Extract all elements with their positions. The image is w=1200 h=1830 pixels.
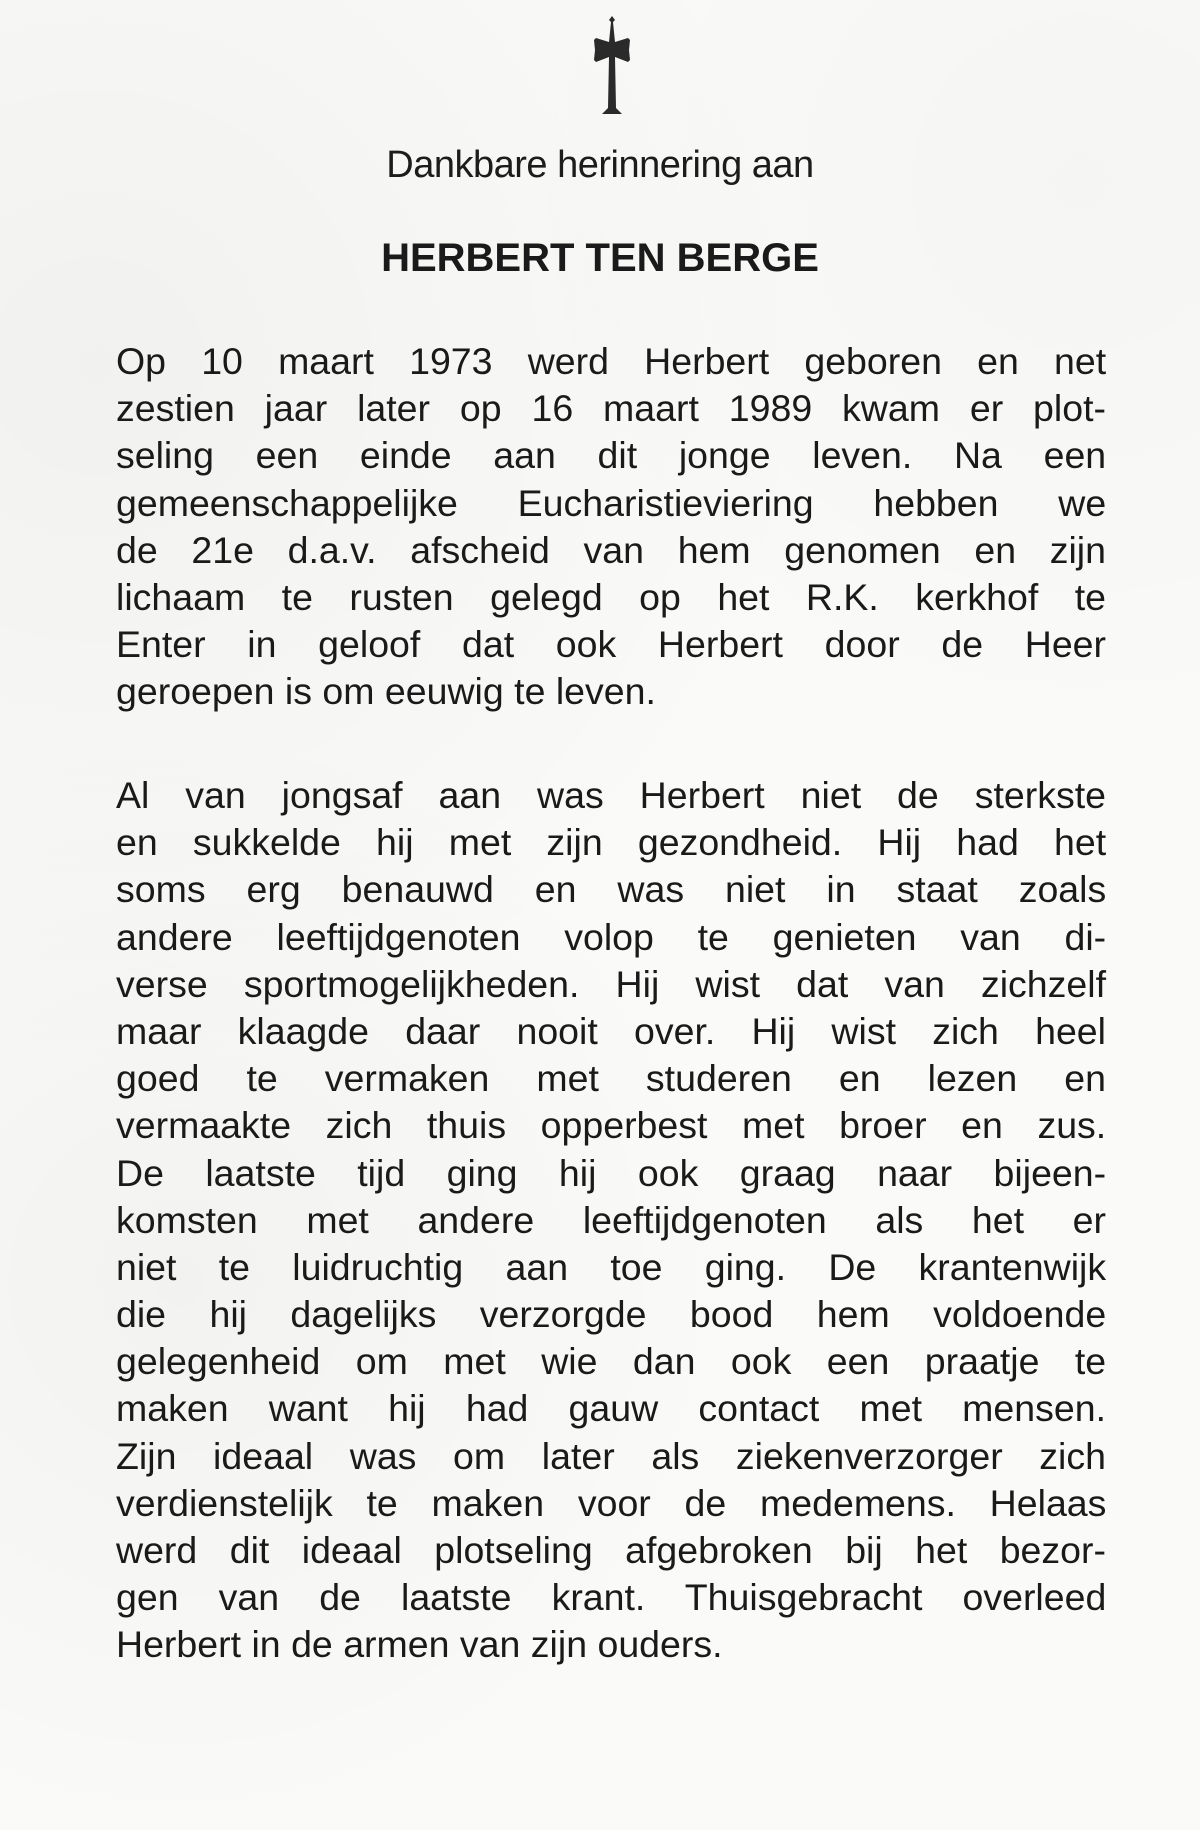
paragraph-birth-death (116, 338, 1106, 716)
text-line: seling een einde aan dit jonge leven. Na een (116, 434, 1107, 477)
text-line: de 21e d.a.v. afscheid van hem genomen en zijn (116, 528, 1106, 571)
text-line: zestien jaar later op 16 maart 1989 kwam er plot- (116, 387, 1106, 430)
text-line: andere leeftijdgenoten volop te genieten van di- (116, 915, 1107, 958)
text-line: en sukkelde hij met zijn gezondheid. Hij had het (116, 821, 1107, 864)
text-line: niet te luidruchtig aan toe ging. De krantenwijk (116, 1245, 1107, 1288)
text-line: Op 10 maart 1973 werd Herbert geboren en net (116, 340, 1107, 382)
text-line: soms erg benauwd en was niet in staat zoals (116, 868, 1107, 911)
text-line: Enter in geloof dat ook Herbert door de Heer (116, 623, 1107, 666)
text-line: komsten met andere leeftijdgenoten als het er (116, 1198, 1106, 1241)
text-line: Zijn ideaal was om later als ziekenverzorger zich (116, 1434, 1106, 1477)
text-line: gelegenheid om met wie dan ook een praatje te (116, 1340, 1107, 1383)
text-line: maken want hij had gauw contact met mensen. (116, 1387, 1106, 1430)
text-line: Al van jongsaf aan was Herbert niet de sterkste (116, 774, 1106, 816)
text-line: werd dit ideaal plotseling afgebroken bij het bezor- (116, 1529, 1106, 1571)
text-line: De laatste tijd ging hij ook graag naar bijeen- (116, 1151, 1107, 1194)
text-line: verdienstelijk te maken voor de medemens. Helaas (116, 1481, 1107, 1524)
text-line: gen van de laatste krant. Thuisgebracht overleed (116, 1576, 1107, 1619)
text-line: Herbert in de armen van zijn ouders. (116, 1623, 723, 1666)
text-line: verse sportmogelijkheden. Hij wist dat van zichzelf (116, 962, 1106, 1005)
text-line: lichaam te rusten gelegd op het R.K. kerkhof te (116, 575, 1106, 618)
text-line: geroepen is om eeuwig te leven. (116, 670, 656, 713)
paragraph-life-story (116, 772, 1106, 1669)
dedication-subtitle: Dankbare herinnering aan (386, 144, 814, 186)
latin-cross-icon (582, 12, 642, 122)
text-line: maar klaagde daar nooit over. Hij wist zich heel (116, 1009, 1106, 1052)
text-line: vermaakte zich thuis opperbest met broer en zus. (116, 1104, 1107, 1147)
text-line: die hij dagelijks verzorgde bood hem voldoende (116, 1293, 1107, 1336)
text-line: gemeenschappelijke Eucharistieviering hebben we (116, 481, 1107, 524)
deceased-name: HERBERT TEN BERGE (381, 236, 819, 280)
text-line: goed te vermaken met studeren en lezen en (116, 1057, 1106, 1100)
